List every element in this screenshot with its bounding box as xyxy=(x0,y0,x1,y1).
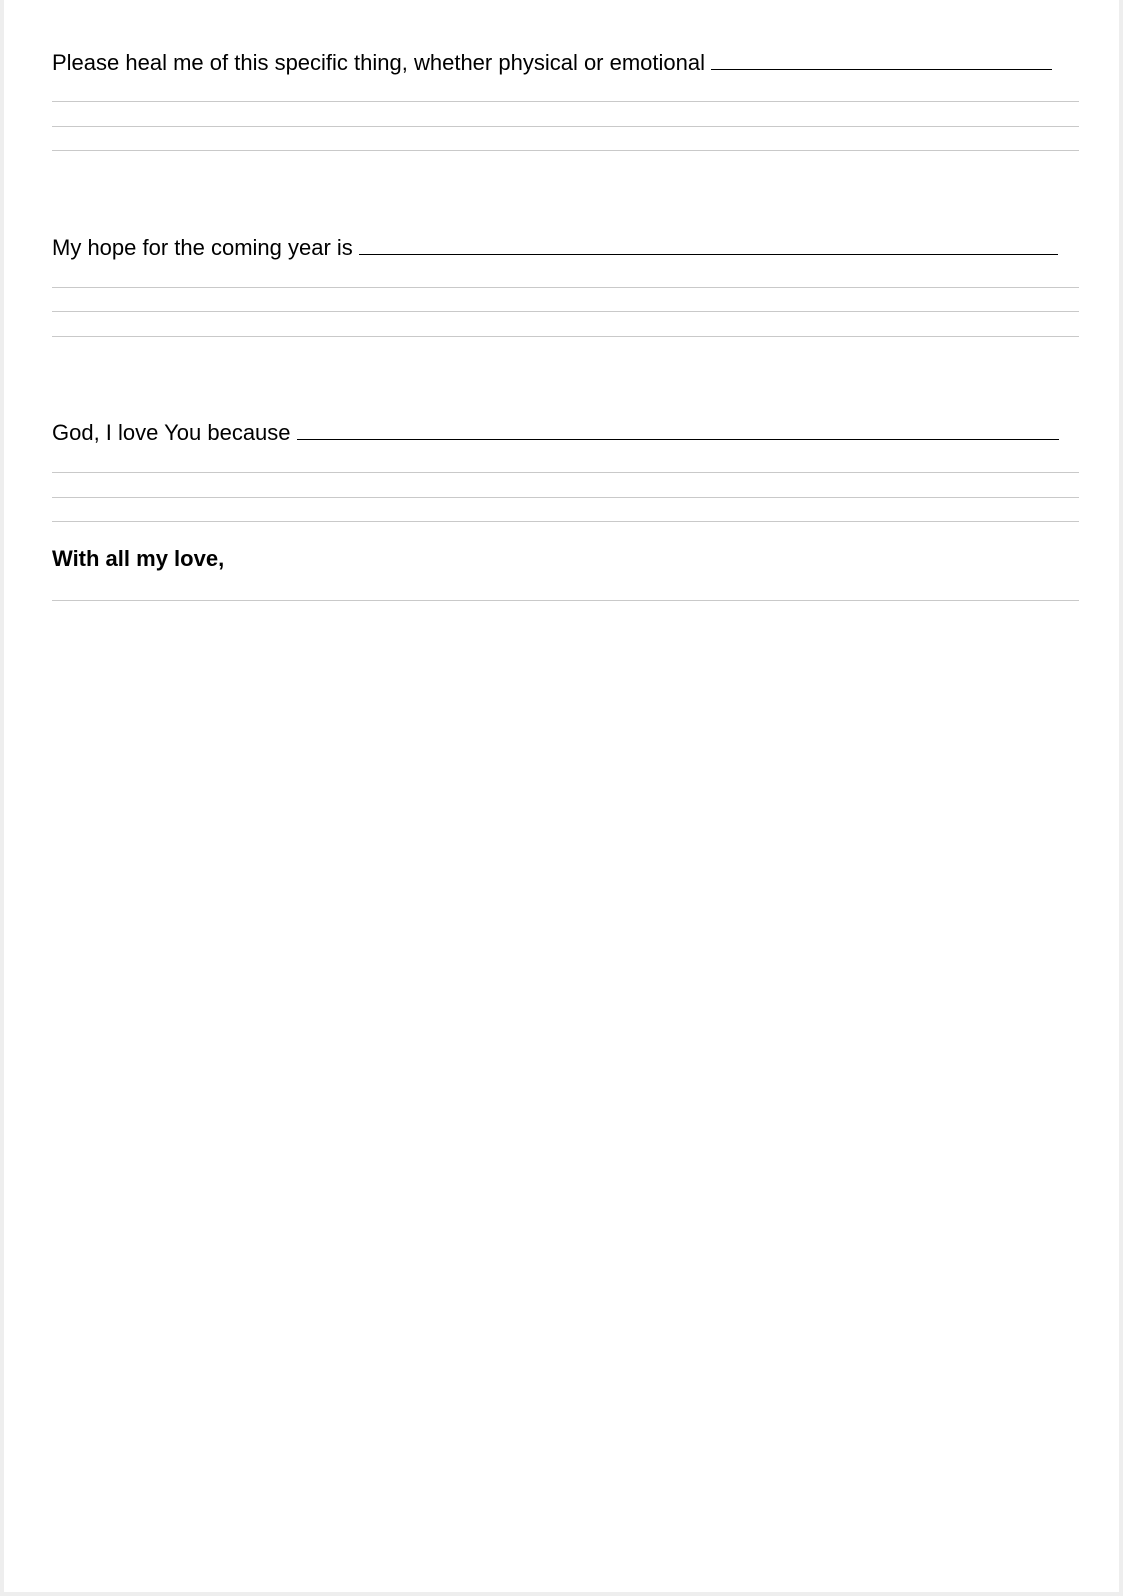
writing-line[interactable] xyxy=(52,150,1079,151)
answer-blank-heal[interactable] xyxy=(711,49,1052,70)
writing-line[interactable] xyxy=(52,497,1079,498)
prompt-heal-text: Please heal me of this specific thing, whether physical or emotional xyxy=(52,50,706,75)
prompt-love-text: God, I love You because xyxy=(52,420,291,445)
writing-line[interactable] xyxy=(52,287,1079,288)
answer-blank-hope[interactable] xyxy=(359,234,1058,255)
writing-line[interactable] xyxy=(52,126,1079,127)
prompt-hope-text: My hope for the coming year is xyxy=(52,235,353,260)
answer-blank-love[interactable] xyxy=(297,419,1059,440)
prompt-heal xyxy=(52,49,1052,76)
letter-page xyxy=(4,0,1119,1592)
signature-line[interactable] xyxy=(52,600,1079,601)
closing-signoff: With all my love, xyxy=(52,546,225,571)
writing-line[interactable] xyxy=(52,521,1079,522)
prompt-hope xyxy=(52,234,1058,261)
writing-line[interactable] xyxy=(52,336,1079,337)
writing-line[interactable] xyxy=(52,472,1079,473)
writing-line[interactable] xyxy=(52,311,1079,312)
prompt-love xyxy=(52,419,1059,446)
writing-line[interactable] xyxy=(52,101,1079,102)
